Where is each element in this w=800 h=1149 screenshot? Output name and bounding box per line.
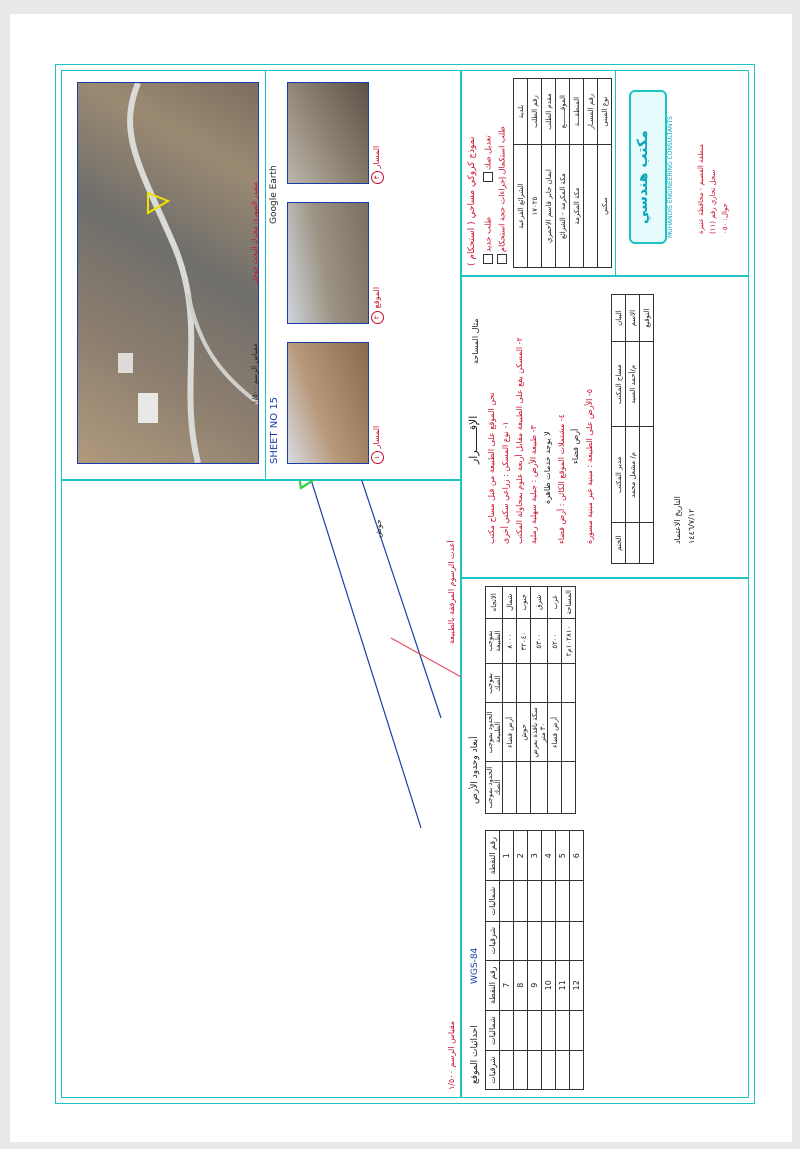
option-new-label: طلب جديد [483,217,493,252]
declaration-line: ٤- مشتملات الموقع الكائن : أرض فضاء [557,414,566,544]
sig-head: مساح المكتب [612,342,626,427]
coord-id: 8 [514,960,528,1010]
bounds-cell [503,762,517,814]
company-line: سجل تجاري رقم (١١) [709,169,717,234]
declaration-title: الإقــــــرار [467,415,480,464]
document-sheet [10,14,792,1142]
request-title: نموذج كروكي مساحي ( استحكام ) [467,136,477,266]
company-line: جوال: ٠٥٠ [721,203,729,234]
bounds-cell [562,762,576,814]
bounds-cell [562,664,576,703]
bounds-cell: شمال [503,587,517,619]
site-photo-3 [287,82,369,184]
bounds-cell [548,762,562,814]
photo-caption-1: ١ المسار [371,426,384,464]
coords-title: احداثيات الموقع [470,1025,480,1084]
coords-header: شرقيات [486,1051,500,1090]
boundary-ray-2 [391,638,461,688]
neighbor-south: حوش [374,519,383,538]
option-complete[interactable] [497,126,507,266]
photo-caption-2: ٢ الموقع [371,287,384,324]
bounds-cell [517,762,531,814]
approval-date: ١٤٤٦/٧/١٢ [687,508,696,544]
sheet-number: SHEET NO 15 [269,396,280,464]
logo-divider [615,70,616,276]
sig-cell [640,342,654,427]
declaration-line: نحن الموقع على الطبيعة من قبل مساح مكتب [487,392,496,544]
logo-brand-en: MUHANDIS ENGINEERING CONSULTANTS [667,116,674,238]
coord-id: 7 [500,960,514,1010]
coords-header: شماليات [486,1010,500,1050]
company-logo [623,84,693,244]
coords-header: شماليات [486,881,500,921]
declaration-line: ١- نوع المسكن : زراعي سكني أخرى [501,421,510,544]
coord-id: 5 [556,831,570,881]
coord-id: 10 [542,960,556,1010]
option-new[interactable] [483,217,493,266]
bounds-cell: أرض فضاء [503,703,517,762]
bounds-cell: ٨٠٠٠ [503,618,517,664]
request-label: مقدم الطلب [542,79,556,145]
declaration-line: ٥- الأرض على الطبيعة : مبنية غير مبنية مسورة [585,388,594,544]
checkbox-complete[interactable] [497,254,507,264]
coord-id: 3 [528,831,542,881]
coord-id: 4 [542,831,556,881]
signature-table [611,294,654,564]
coord-id: 2 [514,831,528,881]
request-value: ١٧٠٢٥ [528,145,542,268]
request-value: الشرائع الفرعية [514,145,528,268]
coord-id: 12 [570,960,584,1010]
bounds-header: الاتجاه [486,587,503,619]
declaration-line: ٣- طبيعة الأرض : جبلية سهلية رملية [529,425,538,544]
option-complete-label: طلب استكمال إجراءات حجة استحكام [497,126,507,252]
bounds-cell [531,664,548,703]
photo-caption-3: ٣ المسار [371,146,384,184]
bounds-cell: جنوب [517,587,531,619]
image-scale: مقياس الرسم ١/٥٠٠ [251,343,259,404]
site-plan-caption: أعدت الرسوم المرفقة بالطبيعة [447,540,456,644]
request-value: مكة المكرمة [570,145,584,268]
request-label: الموقـــــــع [556,79,570,145]
checkbox-edit[interactable] [483,172,493,182]
logo-brand: مكتب هندسي [635,130,651,224]
bounds-cell [562,703,576,762]
sig-head: الختم [612,523,626,564]
request-value: سكني [598,145,612,268]
bounds-header: بموجب الطبيعة [486,618,503,664]
image-source: مصدر الصورة: محرك البحث جوجل [251,182,259,284]
bounds-cell: سكة نافذة بعرض ٣٠ متر [531,703,548,762]
bounds-cell: غرب [548,587,562,619]
coords-header: رقم النقطة [486,960,500,1010]
request-label: رقم الطلب [528,79,542,145]
site-photo-2 [287,202,369,324]
bounds-cell: ٣٢٠٤٠ [517,618,531,664]
request-label: المنطقـــة [570,79,584,145]
site-plan [61,480,461,1098]
bounds-table [485,586,576,814]
photo-divider [265,70,266,480]
bounds-header: الحدود بموجب الصك [486,762,503,814]
approval-date-label: التاريخ الاعتماد [673,496,682,544]
sig-cell: الاسم [626,295,640,342]
bounds-header: بموجب الصك [486,664,503,703]
declaration-item: لا يوجد خدمات ظاهرة [543,431,552,504]
option-edit-label: تعديل صك [483,135,493,170]
coord-id: 9 [528,960,542,1010]
coord-id: 6 [570,831,584,881]
bounds-cell: المساحة [562,587,576,619]
sig-head: البيان [612,295,626,342]
coords-system: WGS-84 [470,947,480,984]
sig-cell: م/أحمد السيد [626,342,640,427]
sig-cell [640,427,654,523]
coords-header: شرقيات [486,921,500,960]
bounds-cell: شرق [531,587,548,619]
bounds-cell: ٥٣٠٠ [531,618,548,664]
bounds-cell [531,762,548,814]
request-value [584,145,598,268]
rotated-drawing [55,64,755,1104]
declaration-line: ٢- المسكن يقع على الطبيعة مقابل أربعة علوم بمحاولة المكتب [515,337,524,544]
road-line-lower [291,480,441,718]
checkbox-new[interactable] [483,254,493,264]
bounds-cell [503,664,517,703]
declaration-item: أرض فضاء [571,428,580,464]
sig-cell: م/ مشعل محمد [626,427,640,523]
request-label: رقم المسـار [584,79,598,145]
sig-head: مدير المكتب [612,427,626,523]
google-earth-label: Google Earth [269,165,279,224]
request-value: ايمان جابر قاسم الاحمري [542,145,556,268]
coord-id: 1 [500,831,514,881]
coord-id: 11 [556,960,570,1010]
coords-table [485,830,584,1090]
plot-polygon [271,480,441,488]
declaration-area-label: مثال المساحة [471,318,480,364]
request-label: نوع المبنى [598,79,612,145]
bounds-cell [517,664,531,703]
option-edit[interactable] [483,135,493,184]
coords-header: رقم النقطة [486,831,500,881]
bounds-cell: أرض فضاء [548,703,562,762]
aerial-image [77,82,259,464]
request-table [513,78,612,268]
request-value: مكة المكرمة - الشرائع [556,145,570,268]
bounds-cell [548,664,562,703]
company-line: منطقة القصيم - محافظة عنيزة [697,144,705,234]
bounds-title: أبعاد وحدود الأرض [470,736,480,804]
bounds-cell: ٥٢٠٠ [548,618,562,664]
map-scale: مقياس الرسم ١/٥٠٠ [447,1020,456,1090]
sig-cell: التوقيع [640,295,654,342]
request-label: بلدية [514,79,528,145]
site-photo-1 [287,342,369,464]
road-line-upper [241,480,421,828]
bounds-cell: ١٠٢٨١٠م٢ [562,618,576,664]
bounds-cell: حوش [517,703,531,762]
bounds-header: الحدود بموجب الطبيعة [486,703,503,762]
